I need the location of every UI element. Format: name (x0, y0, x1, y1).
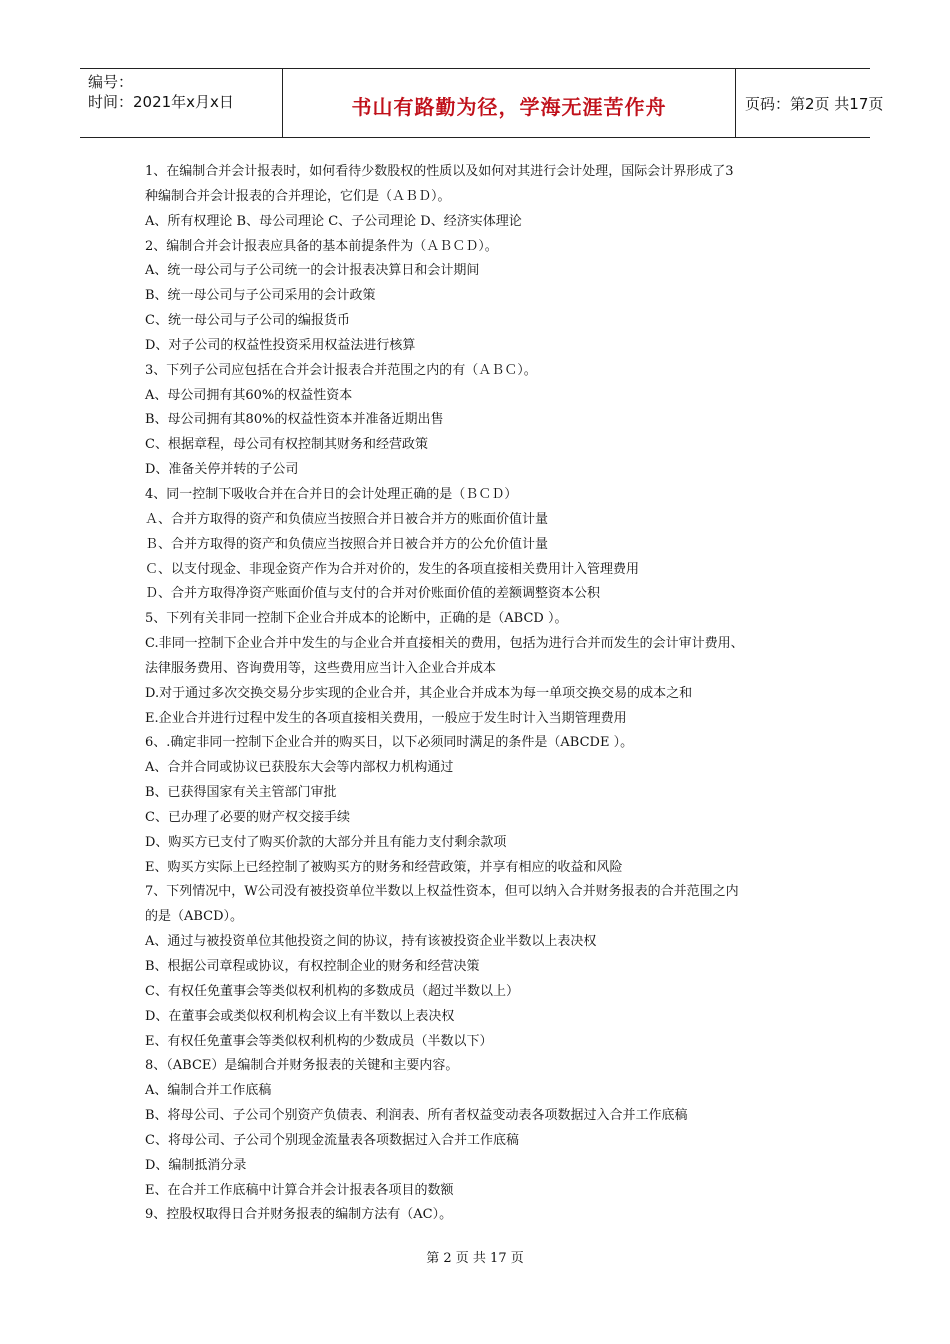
header-motto-cell (282, 69, 736, 137)
text-line: 种编制合并会计报表的合并理论，它们是（ＡＢＤ）。 (145, 188, 451, 204)
text-line: 的是（ABCD）。 (145, 909, 244, 925)
text-line: D、购买方已支付了购买价款的大部分并且有能力支付剩余款项 (145, 834, 507, 850)
text-line: C.非同一控制下企业合并中发生的与企业合并直接相关的费用，包括为进行合并而发生的会计审计费用、 (145, 636, 744, 652)
page-header (80, 68, 884, 138)
text-line: D、在董事会或类似权利机构会议上有半数以上表决权 (145, 1008, 455, 1024)
text-line: D、对子公司的权益性投资采用权益法进行核算 (145, 337, 416, 353)
text-line: 3、下列子公司应包括在合并会计报表合并范围之内的有（ＡＢＣ）。 (145, 362, 537, 378)
text-line: D、准备关停并转的子公司 (145, 462, 299, 478)
text-line: 4、同一控制下吸收合并在合并日的会计处理正确的是（ＢＣＤ） (145, 486, 518, 502)
time-label: 时间：2021年x月x日 (88, 93, 234, 111)
text-line: A、通过与被投资单位其他投资之间的协议，持有该被投资企业半数以上表决权 (145, 934, 597, 950)
text-line: D、编制抵消分录 (145, 1157, 247, 1173)
text-line: C、已办理了必要的财产权交接手续 (145, 809, 350, 825)
text-line: 法律服务费用、咨询费用等，这些费用应当计入企业合并成本 (145, 660, 497, 676)
page-footer: 第 2 页 共 17 页 (426, 1251, 524, 1266)
text-line: E、购买方实际上已经控制了被购买方的财务和经营政策，并享有相应的收益和风险 (145, 859, 623, 875)
header-info-cell (80, 69, 282, 137)
header-page-cell (735, 69, 884, 137)
number-label: 编号： (88, 73, 134, 91)
text-line: 2、编制合并会计报表应具备的基本前提条件为（ＡＢＣＤ）。 (145, 238, 498, 254)
text-line: A、合并合同或协议已获股东大会等内部权力机构通过 (145, 760, 454, 776)
text-line: C、将母公司、子公司个别现金流量表各项数据过入合并工作底稿 (145, 1132, 519, 1148)
text-line: C、有权任免董事会等类似权利机构的多数成员（超过半数以上） (145, 983, 519, 999)
text-line: Ａ、合并方取得的资产和负债应当按照合并日被合并方的账面价值计量 (145, 511, 549, 527)
text-line: 7、下列情况中，W公司没有被投资单位半数以上权益性资本，但可以纳入合并财务报表的合并范围之内 (145, 884, 739, 900)
text-line: E、有权任免董事会等类似权利机构的少数成员（半数以下） (145, 1033, 493, 1049)
text-line: B、统一母公司与子公司采用的会计政策 (145, 288, 376, 304)
text-line: B、根据公司章程或协议，有权控制企业的财务和经营决策 (145, 959, 480, 974)
text-line: 9、控股权取得日合并财务报表的编制方法有（AC）。 (145, 1207, 453, 1223)
text-line: B、将母公司、子公司个别资产负债表、利润表、所有者权益变动表各项数据过入合并工作底稿 (145, 1108, 688, 1124)
text-line: Ｂ、合并方取得的资产和负债应当按照合并日被合并方的公允价值计量 (145, 536, 549, 552)
text-line: E.企业合并进行过程中发生的各项直接相关费用，一般应于发生时计入当期管理费用 (145, 710, 627, 726)
text-line: A、编制合并工作底稿 (145, 1083, 272, 1099)
text-line: D.对于通过多次交换交易分步实现的企业合并，其企业合并成本为每一单项交换交易的成本之和 (145, 685, 693, 701)
text-line: A、统一母公司与子公司统一的会计报表决算日和会计期间 (145, 263, 480, 279)
text-line: 8、（ABCE）是编制合并财务报表的关键和主要内容。 (145, 1058, 459, 1074)
text-line: B、母公司拥有其80%的权益性资本并准备近期出售 (145, 412, 444, 428)
motto-text: 书山有路勤为径，学海无涯苦作舟 (351, 95, 667, 119)
document-body (145, 160, 810, 1228)
text-line: C、根据章程，母公司有权控制其财务和经营政策 (145, 437, 428, 453)
text-line: Ｄ、合并方取得净资产账面价值与支付的合并对价账面价值的差额调整资本公积 (145, 586, 601, 602)
text-line: 5、下列有关非同一控制下企业合并成本的论断中，正确的是（ABCD ）。 (145, 611, 568, 627)
page-code: 页码：第2页 共17页 (745, 95, 884, 113)
text-line: A、母公司拥有其60%的权益性资本 (145, 387, 353, 403)
text-line: 6、.确定非同一控制下企业合并的购买日，以下必须同时满足的条件是（ABCDE ）。 (145, 735, 634, 751)
text-line: C、统一母公司与子公司的编报货币 (145, 313, 350, 329)
text-line: 1、在编制合并会计报表时，如何看待少数股权的性质以及如何对其进行会计处理，国际会计界形成了3 (145, 164, 734, 179)
text-line: E、在合并工作底稿中计算合并会计报表各项目的数额 (145, 1182, 454, 1198)
text-line: Ｃ、以支付现金、非现金资产作为合并对价的，发生的各项直接相关费用计入管理费用 (145, 561, 640, 577)
text-line: A、所有权理论 B、母公司理论 C、子公司理论 D、经济实体理论 (145, 213, 522, 229)
text-line: B、已获得国家有关主管部门审批 (145, 785, 337, 801)
